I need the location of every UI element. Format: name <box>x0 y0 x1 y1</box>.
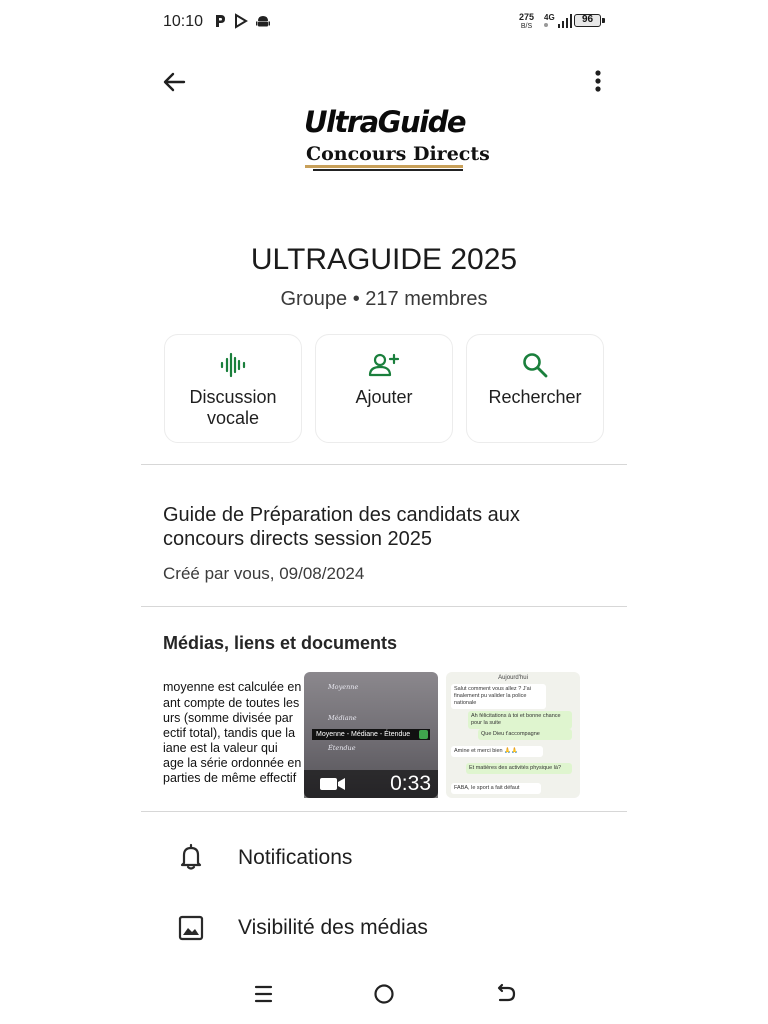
doc-text-line: ectif total), tandis que la <box>163 726 296 740</box>
group-photo[interactable] <box>303 103 490 175</box>
home-circle-icon <box>371 982 397 1006</box>
play-store-icon <box>234 14 248 31</box>
media-thumbnail-document[interactable] <box>163 672 302 798</box>
arrow-left-icon <box>158 66 190 98</box>
notifications-setting[interactable] <box>141 826 627 888</box>
group-name[interactable]: ULTRAGUIDE 2025 <box>250 243 518 276</box>
divider <box>141 464 627 465</box>
chat-bubble: Salut comment vous allez ? J'ai finalement pu valider la police nationale <box>451 684 546 709</box>
voice-chat-label: Discussion vocale <box>189 387 277 428</box>
media-thumbnail-screenshot[interactable] <box>446 672 580 798</box>
group-description[interactable]: Guide de Préparation des candidats aux concours directs session 2025 <box>163 504 520 550</box>
doc-text-line: iane est la valeur qui <box>163 741 278 755</box>
media-visibility-setting[interactable] <box>141 897 627 959</box>
video-camera-icon <box>320 777 346 791</box>
search-icon <box>521 351 549 379</box>
voice-chat-button[interactable] <box>164 334 302 443</box>
logo-underline <box>305 165 463 168</box>
doc-text-line: moyenne est calculée en <box>163 680 302 694</box>
divider <box>141 811 627 812</box>
back-button[interactable] <box>158 66 190 98</box>
divider <box>141 606 627 607</box>
network-rate: 275 B/S <box>519 12 535 30</box>
doc-text-line: parties de même effectif <box>163 771 297 785</box>
video-note: Médiane <box>328 714 357 722</box>
battery-indicator: 96 <box>574 14 601 27</box>
network-activity-icon <box>544 23 548 27</box>
doc-text-line: ant compte de toutes les <box>163 696 300 710</box>
media-visibility-label: Visibilité des médias <box>238 916 428 939</box>
voice-wave-icon <box>219 351 247 379</box>
video-note: Étendue <box>328 744 356 752</box>
android-icon <box>256 14 270 31</box>
add-member-label: Ajouter <box>355 387 413 407</box>
logo-subtitle: Concours Directs <box>306 143 490 165</box>
p-icon <box>214 14 226 31</box>
logo-underline-dark <box>313 169 463 171</box>
nav-menu-button[interactable] <box>251 982 277 1006</box>
network-type: 4G <box>544 13 555 27</box>
back-gesture-icon <box>493 982 519 1006</box>
chat-bubble: FABA, le sport a fait défaut <box>451 783 541 794</box>
media-thumbnail-video[interactable] <box>304 672 438 798</box>
add-member-button[interactable] <box>315 334 453 443</box>
search-button[interactable] <box>466 334 604 443</box>
menu-icon <box>251 982 277 1006</box>
chat-bubble: Ah félicitations à toi et bonne chance pour la suite <box>468 711 572 729</box>
media-section-title[interactable]: Médias, liens et documents <box>163 633 398 653</box>
add-person-icon <box>368 351 400 379</box>
video-duration: 0:33 <box>390 772 431 795</box>
chat-bubble: Que Dieu t'accompagne <box>478 729 572 740</box>
nav-back-button[interactable] <box>493 982 519 1006</box>
signal-icon <box>558 14 572 28</box>
video-note: Moyenne <box>328 683 359 691</box>
status-time: 10:10 <box>163 13 204 30</box>
check-icon <box>419 730 428 739</box>
more-vertical-icon <box>582 66 614 98</box>
more-options-button[interactable] <box>582 66 614 98</box>
nav-home-button[interactable] <box>371 982 397 1006</box>
created-info: Créé par vous, 09/08/2024 <box>163 564 365 583</box>
chat-date-label: Aujourd'hui <box>498 675 528 681</box>
doc-text-line: age la série ordonnée en <box>163 756 302 770</box>
group-member-count[interactable]: Groupe • 217 membres <box>280 288 488 310</box>
doc-text-line: urs (somme divisée par <box>163 711 293 725</box>
chat-bubble: Amine et merci bien 🙏🙏 <box>451 746 543 757</box>
logo-title: UltraGuide <box>304 105 466 139</box>
battery-tip <box>602 18 605 23</box>
chat-bubble: Et matières des activités physique là? <box>466 763 572 774</box>
bell-icon <box>176 842 206 872</box>
image-icon <box>176 913 206 943</box>
notifications-label: Notifications <box>238 846 353 869</box>
video-caption: Moyenne - Médiane - Étendue <box>312 729 430 740</box>
search-label: Rechercher <box>488 387 582 407</box>
